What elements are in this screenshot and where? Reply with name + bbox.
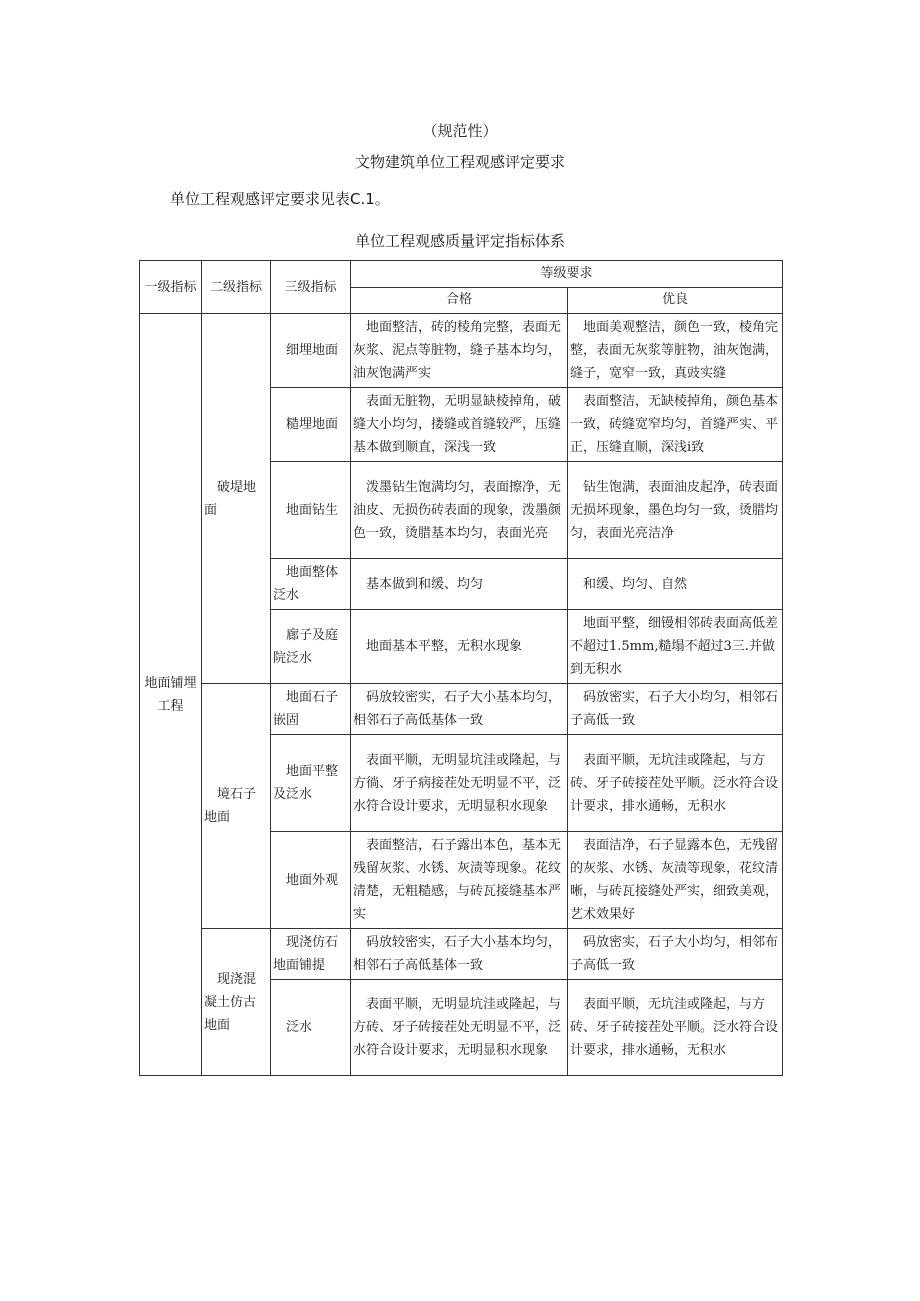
pass-requirement-cell: 地面整洁，砖的棱角完整，表面无灰浆、泥点等脏物，缝子基本均匀，油灰饱满严实 [351, 314, 568, 388]
header-row-1 [140, 261, 783, 288]
level3-cell: 地面钻生 [271, 462, 351, 559]
good-requirement-cell: 码放密实，石子大小均匀，相邻布子高低一致 [568, 929, 783, 980]
table-row [140, 684, 783, 735]
table-caption: 单位工程观感质量评定指标体系 [354, 232, 565, 250]
good-requirement-cell: 地面美观整洁，颜色一致，棱角完整，表面无灰浆等脏物，油灰饱满，缝子，宽窄一致，真豉实缝 [568, 314, 783, 388]
pass-requirement-cell: 码放较密实，石子大小基本均匀，相邻石子高低基体一致 [351, 684, 568, 735]
header-pass: 合格 [351, 287, 568, 314]
good-requirement-cell: 地面平整，细镘相邻砖表面高低差不超过1.5mm,糙塌不超过3三.并做到无积水 [568, 610, 783, 684]
good-requirement-cell: 和缓、均匀、自然 [568, 559, 783, 610]
header-level3: 三级指标 [271, 261, 351, 314]
pass-requirement-cell: 码放较密实，石子大小基本均匀，相邻石子高低基体一致 [351, 929, 568, 980]
pass-requirement-cell: 地面基本平整，无积水现象 [351, 610, 568, 684]
level2-cell: 破堤地面 [202, 314, 271, 684]
evaluation-table [139, 260, 783, 1076]
level3-cell: 廊子及庭院泛水 [271, 610, 351, 684]
pass-requirement-cell: 表面平顺，无明显坑洼或隆起，与方砖、牙子砖接茬处无明显不平，泛水符合设计要求，无明显积水现象 [351, 980, 568, 1076]
level3-cell: 地面平整及泛水 [271, 735, 351, 832]
good-requirement-cell: 表面平顺，无坑洼或隆起，与方砖、牙子砖接茬处平顺。泛水符合设计要求，排水通畅，无积水 [568, 980, 783, 1076]
pass-requirement-cell: 泼墨钻生饱满均匀，表面擦净，无油皮、无损伤砖表面的现象，泼墨颜色一致，烫腊基本均匀，表面光亮 [351, 462, 568, 559]
header-level2: 二级指标 [202, 261, 271, 314]
appendix-type-label: （规范性） [422, 122, 498, 140]
level3-cell: 地面石子嵌固 [271, 684, 351, 735]
level2-cell: 境石子地面 [202, 684, 271, 929]
table-row [140, 929, 783, 980]
pass-requirement-cell: 基本做到和缓、均匀 [351, 559, 568, 610]
intro-text: 单位工程观感评定要求见表C.1。 [170, 190, 390, 208]
good-requirement-cell: 码放密实，石子大小均匀，相邻石子高低一致 [568, 684, 783, 735]
level3-cell: 糙埋地面 [271, 388, 351, 462]
header-good: 优良 [568, 287, 783, 314]
header-level1: 一级指标 [140, 261, 202, 314]
good-requirement-cell: 表面整洁，无缺棱掉角，颜色基本一致，砖缝宽窄均匀，首缝严实、平正，压缝直顺，深浅i致 [568, 388, 783, 462]
level3-cell: 现浇仿石地面铺提 [271, 929, 351, 980]
level1-cell: 地面铺埋工程 [140, 314, 202, 1076]
header-grade: 等级要求 [351, 261, 783, 288]
document-title: 文物建筑单位工程观感评定要求 [354, 153, 565, 171]
good-requirement-cell: 表面洁净，石子显露本色，无残留的灰浆、水锈、灰渍等现象，花纹清晰，与砖瓦接缝处严实，细致美观，艺术效果好 [568, 832, 783, 929]
level3-cell: 细埋地面 [271, 314, 351, 388]
good-requirement-cell: 表面平顺，无坑洼或隆起，与方砖、牙子砖接茬处平顺。泛水符合设计要求，排水通畅，无积水 [568, 735, 783, 832]
good-requirement-cell: 钻生饱满，表面油皮起净，砖表面无损坏现象，墨色均匀一致，烫腊均匀，表面光亮洁净 [568, 462, 783, 559]
level3-cell: 地面整体泛水 [271, 559, 351, 610]
table-row [140, 314, 783, 388]
pass-requirement-cell: 表面平顺，无明显坑洼或隆起，与方徜、牙子病接茬处无明显不平，泛水符合设计要求，无明显积水现象 [351, 735, 568, 832]
level3-cell: 泛水 [271, 980, 351, 1076]
level3-cell: 地面外观 [271, 832, 351, 929]
pass-requirement-cell: 表面整洁，石子露出本色，基本无残留灰浆、水锈、灰渍等现象。花纹清楚，无粗糙感，与砖瓦接缝基本严实 [351, 832, 568, 929]
pass-requirement-cell: 表面无脏物，无明显缺棱掉角，破缝大小均匀，搂缝或首缝较严，压缝基本做到顺直，深浅一致 [351, 388, 568, 462]
level2-cell: 现浇混凝土仿古地面 [202, 929, 271, 1076]
